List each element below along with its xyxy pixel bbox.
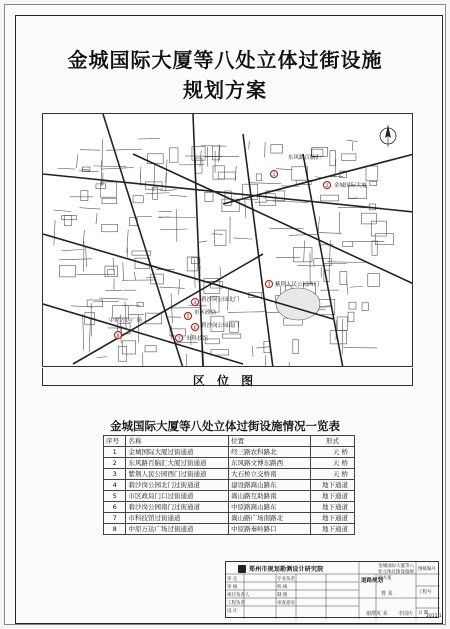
tb-signature-2: 谢群英 某: [366, 611, 388, 617]
tb-field-project-lead: 项目负责人: [227, 593, 250, 598]
tb-field-review: 审 核: [227, 585, 238, 590]
cell-name: 碧沙岗公园南门过街通道: [126, 502, 229, 513]
cell-index: 1: [104, 447, 126, 458]
table-row: [104, 458, 355, 469]
cell-name: 东风路百脑汇大厦过街通道: [126, 458, 229, 469]
cell-location: 嵩山路广场南路北: [229, 513, 311, 524]
svg-text:2: 2: [325, 184, 329, 189]
tb-signature-1: 曹 某: [381, 591, 393, 597]
cell-type: 天 桥: [311, 469, 355, 480]
cell-location: 大石桥立交桥南: [229, 469, 311, 480]
cell-location: 嵩山路互助路南: [229, 491, 311, 502]
map-label-p7: 市科技馆: [186, 336, 209, 342]
map-label-p3: 紫荆人民公园西门: [275, 282, 320, 288]
table-header-row: [104, 436, 355, 447]
cell-index: 8: [104, 524, 126, 535]
cell-name: 金城国际大厦过街通道: [126, 447, 229, 458]
table-row: [104, 469, 355, 480]
cell-index: 4: [104, 480, 126, 491]
cell-location: 建设路嵩山路东: [229, 480, 311, 491]
cell-type: 地下通道: [311, 502, 355, 513]
map-marker-7: [176, 335, 183, 343]
map-label-p2: 金城国际大厦: [334, 183, 368, 189]
cell-index: 6: [104, 502, 126, 513]
tb-field-discipline: 专业负责: [277, 577, 295, 582]
map-marker-3: [266, 281, 273, 289]
table-row: [104, 502, 355, 513]
tb-field-opinion: 审查意见: [277, 601, 295, 606]
cell-location: 经三路农科路北: [229, 447, 311, 458]
north-arrow-icon: [380, 125, 396, 147]
tb-field-design: 设 计: [227, 609, 238, 614]
map-caption: 区 位 图: [192, 374, 258, 388]
cell-name: 中原万达广场过街通道: [126, 524, 229, 535]
map-marker-1: [271, 171, 278, 179]
map-label-p1: 东风路百脑汇: [288, 155, 322, 161]
cell-name: 市区政局门口过街通道: [126, 491, 229, 502]
svg-text:1: 1: [272, 173, 276, 178]
plan-title-line2: 规划方案: [183, 78, 267, 102]
svg-text:5: 5: [186, 315, 190, 320]
svg-text:3: 3: [267, 283, 271, 288]
map-label-p6: 碧沙岗公园南门: [201, 323, 240, 329]
institute-header: [238, 563, 358, 574]
col-header-name: 名称: [126, 436, 229, 447]
svg-text:4: 4: [193, 301, 197, 306]
map-marker-5: [185, 313, 192, 321]
facility-table-title: 金城国际大厦等八处立体过街设施情况一览表: [110, 419, 340, 433]
tb-stage: 道路规划: [361, 578, 384, 584]
col-header-index: 序号: [104, 436, 126, 447]
map-marker-4: [192, 299, 199, 307]
cell-name: 紫荆人民公园西门过街通道: [126, 469, 229, 480]
col-header-location: 位置: [229, 436, 311, 447]
cell-location: 中原路秦岭路口: [229, 524, 311, 535]
street-map-graphic: [43, 114, 413, 367]
tb-signature-3: 李国庆: [398, 611, 414, 617]
tb-field-approve: 审 定: [227, 577, 238, 582]
tb-project-name: 金城国际大厦等八处立体过街设施规划方案: [378, 564, 414, 581]
tb-date-value: 2011.1: [426, 614, 442, 619]
cell-name: 碧沙岗公园北门过街通道: [126, 480, 229, 491]
map-marker-6: [192, 324, 199, 332]
map-label-p4: 碧沙岗公园北门: [201, 297, 240, 303]
plan-title-line1: 金城国际大厦等八处立体过街设施: [67, 48, 383, 72]
cell-index: 2: [104, 458, 126, 469]
table-row: [104, 491, 355, 502]
cell-location: 东风路文博东路西: [229, 458, 311, 469]
cell-type: 天 桥: [311, 458, 355, 469]
svg-text:6: 6: [193, 326, 197, 331]
svg-text:8: 8: [116, 334, 120, 339]
map-label-p5: 市区政局: [194, 310, 217, 316]
tb-field-check: 校 核: [277, 585, 288, 590]
cell-type: 天 桥: [311, 447, 355, 458]
cell-type: 地下通道: [311, 524, 355, 535]
tb-field-date: 日 期: [418, 611, 429, 616]
institute-name: 郑州市规划勘测设计研究院: [249, 566, 324, 573]
map-marker-2: [324, 182, 331, 190]
cell-index: 5: [104, 491, 126, 502]
table-row: [104, 480, 355, 491]
cell-index: 3: [104, 469, 126, 480]
cell-type: 地下通道: [311, 513, 355, 524]
tb-field-job-no: 工程号: [418, 590, 432, 595]
cell-location: 中原路嵩山路东: [229, 502, 311, 513]
tb-field-engineer: 工程负责: [227, 601, 245, 606]
cell-type: 地下通道: [311, 480, 355, 491]
table-row: [104, 513, 355, 524]
cell-type: 地下通道: [311, 491, 355, 502]
cell-name: 市科技馆过街通道: [126, 513, 229, 524]
facility-table: [103, 435, 355, 535]
table-row: [104, 524, 355, 535]
svg-text:7: 7: [177, 337, 181, 342]
cell-index: 7: [104, 513, 126, 524]
institute-logo-icon: [238, 565, 246, 573]
tb-field-drawing: 制 图: [277, 593, 288, 598]
map-label-p8: 中原万达广场: [109, 318, 143, 324]
tb-field-drawing-no: 图纸编号: [418, 567, 436, 572]
table-row: [104, 447, 355, 458]
location-map: [42, 113, 413, 367]
col-header-type: 形式: [311, 436, 355, 447]
map-marker-8: [115, 332, 122, 340]
